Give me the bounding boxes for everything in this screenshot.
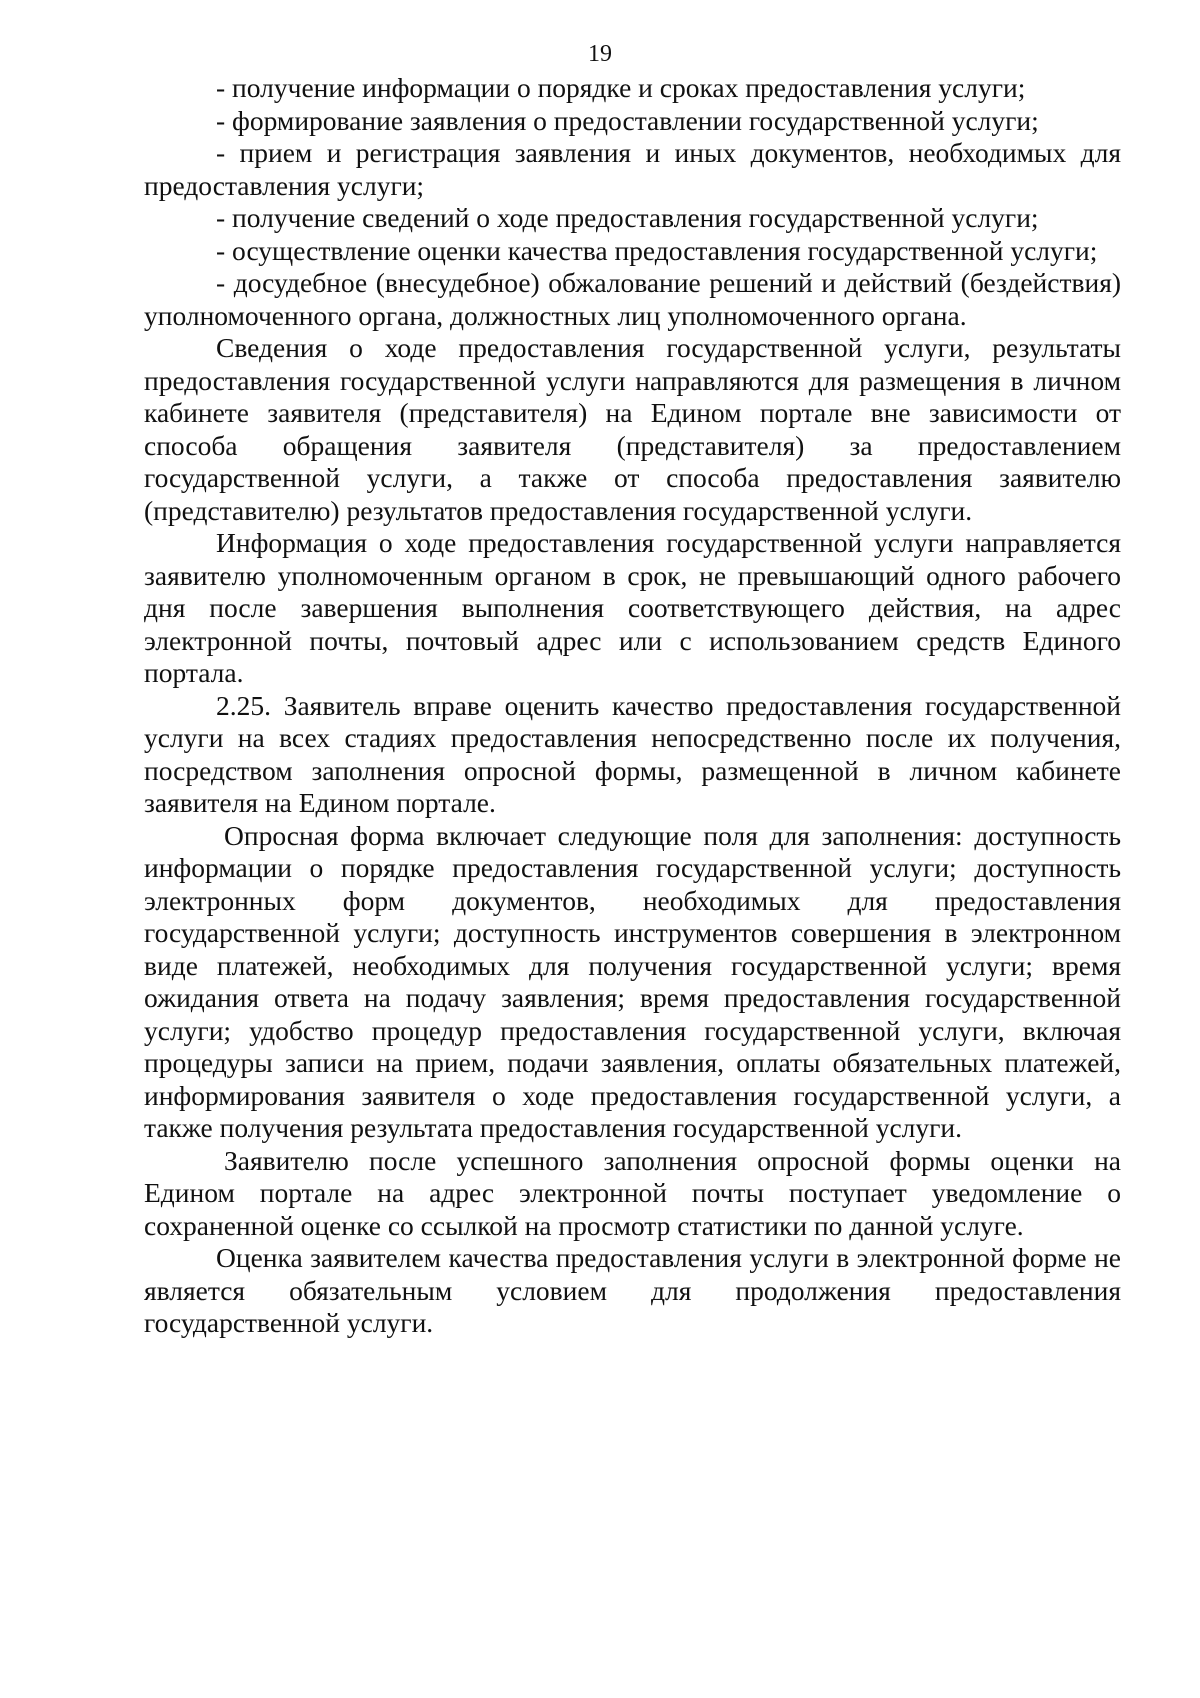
paragraph-list-item-3: - прием и регистрация заявления и иных документов, необходимых для предоставления услуги; xyxy=(144,137,1121,201)
paragraph-list-item-2: - формирование заявления о предоставлении государственной услуги; xyxy=(216,104,1039,136)
paragraph-list-item-1: - получение информации о порядке и сроках предоставления услуги; xyxy=(216,72,1026,103)
paragraph-section-2-25: 2.25. Заявитель вправе оценить качество предоставления государственной услуги на всех стадиях предоставления непосредственно после их получения, посредством заполнения опросной формы, размещенной в личном кабинете заявителя на Едином портале. xyxy=(144,689,1121,818)
document-body xyxy=(144,72,1121,1340)
paragraph-survey-form: Опросная форма включает следующие поля для заполнения: доступность информации о порядке предоставления государственной услуги; доступность электронных форм документов, необходимых для предоставления государственной услуги; доступность инструментов совершения в электронном виде платежей, необходимых для получения государственной услуги; время ожидания ответа на подачу заявления; время предоставления государственной услуги; удобство процедур предоставления государственной услуги, включая процедуры записи на прием, подачи заявления, оплаты обязательных платежей, информирования заявителя о ходе предоставления государственной услуги, а также получения результата предоставления государственной услуги. xyxy=(144,819,1121,1143)
paragraph-notification: Заявителю после успешного заполнения опросной формы оценки на Едином портале на адрес электронной почты поступает уведомление о сохраненной оценке со ссылкой на просмотр статистики по данной услуге. xyxy=(144,1144,1121,1241)
paragraph-progress-info: Информация о ходе предоставления государственной услуги направляется заявителю уполномоченным органом в срок, не превышающий одного рабочего дня после завершения выполнения соответствующего действия, на адрес электронной почты, почтовый адрес или с использованием средств Единого портала. xyxy=(144,527,1121,688)
paragraph-status-info: Сведения о ходе предоставления государственной услуги, результаты предоставления государственной услуги направляются для размещения в личном кабинете заявителя (представителя) на Едином портале вне зависимости от способа обращения заявителя (представителя) за предоставлением государственной услуги, а также от способа предоставления заявителю (представителю) результатов предоставления государственной услуги. xyxy=(144,332,1121,526)
paragraph-optional-evaluation: Оценка заявителем качества предоставления услуги в электронной форме не является обязательным условием для продолжения предоставления государственной услуги. xyxy=(144,1242,1121,1338)
paragraph-list-item-6: - досудебное (внесудебное) обжалование решений и действий (бездействия) уполномоченного органа, должностных лиц уполномоченного органа. xyxy=(144,267,1121,331)
paragraph-list-item-4: - получение сведений о ходе предоставления государственной услуги; xyxy=(216,202,1039,233)
page-number: 19 xyxy=(588,41,612,67)
paragraph-list-item-5: - осуществление оценки качества предоставления государственной услуги; xyxy=(216,234,1098,266)
